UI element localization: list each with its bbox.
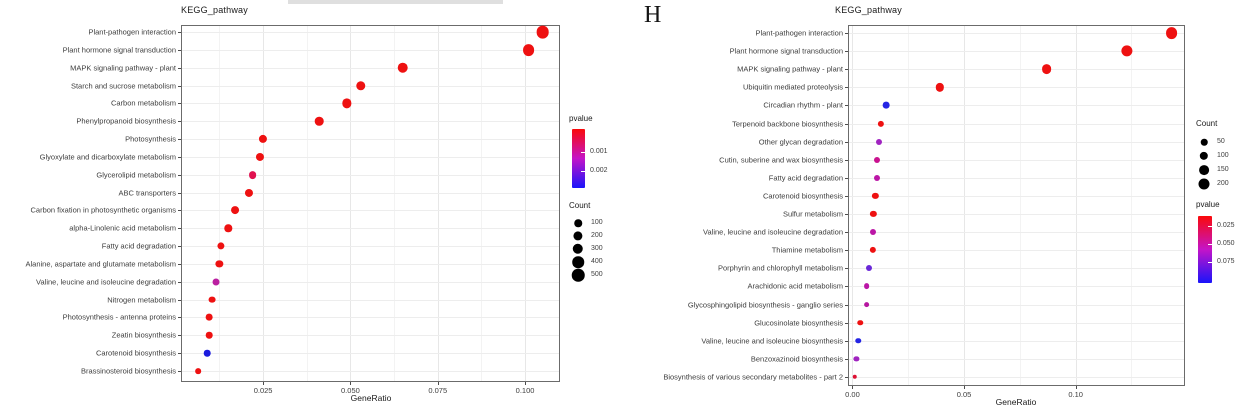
y-axis-label: Fatty acid degradation xyxy=(768,173,843,183)
row-gridline xyxy=(849,124,1184,125)
row-gridline xyxy=(182,335,559,336)
y-axis-tick xyxy=(178,139,181,140)
y-axis-tick xyxy=(845,33,848,34)
major-gridline xyxy=(263,26,264,381)
data-point xyxy=(398,62,409,73)
count-legend-label: 100 xyxy=(591,219,603,226)
plot-panel xyxy=(848,25,1185,386)
y-axis-label: Glycerolipid metabolism xyxy=(96,170,176,180)
minor-gridline xyxy=(219,26,220,381)
y-axis-label: Glucosinolate biosynthesis xyxy=(754,318,843,328)
minor-gridline xyxy=(1020,26,1021,385)
y-axis-tick xyxy=(178,157,181,158)
y-axis-tick xyxy=(845,286,848,287)
legend-title-count: Count xyxy=(569,201,591,210)
y-axis-tick xyxy=(845,214,848,215)
major-gridline xyxy=(964,26,965,385)
x-tick-label: 0.025 xyxy=(253,386,273,395)
pvalue-tick-label: 0.025 xyxy=(1217,222,1235,230)
row-gridline xyxy=(849,214,1184,215)
y-axis-tick xyxy=(845,69,848,70)
y-axis-label: Circadian rhythm - plant xyxy=(763,100,843,110)
row-gridline xyxy=(182,139,559,140)
y-axis-label: Alanine, aspartate and glutamate metabolism xyxy=(25,259,176,269)
x-axis-tick xyxy=(263,382,264,385)
y-axis-tick xyxy=(845,142,848,143)
pvalue-tick-label: 0.001 xyxy=(590,148,608,155)
count-legend-circle xyxy=(574,219,582,227)
row-gridline xyxy=(182,282,559,283)
row-gridline xyxy=(182,246,559,247)
row-gridline xyxy=(849,232,1184,233)
row-gridline xyxy=(849,250,1184,251)
row-gridline xyxy=(849,51,1184,52)
data-point xyxy=(852,375,857,380)
data-point xyxy=(874,175,880,181)
data-point xyxy=(315,117,324,126)
pvalue-tick-label: 0.075 xyxy=(1217,258,1235,266)
plot-panel xyxy=(181,25,560,382)
row-gridline xyxy=(849,286,1184,287)
row-gridline xyxy=(182,353,559,354)
panel-label-h: H xyxy=(644,2,662,28)
y-axis-tick xyxy=(845,105,848,106)
row-gridline xyxy=(182,193,559,194)
y-axis-tick xyxy=(178,68,181,69)
x-tick-label: 0.00 xyxy=(845,390,860,399)
row-gridline xyxy=(182,103,559,104)
row-gridline xyxy=(849,377,1184,378)
y-axis-tick xyxy=(178,300,181,301)
y-axis-tick xyxy=(178,282,181,283)
y-axis-label: Terpenoid backbone biosynthesis xyxy=(732,119,843,128)
row-gridline xyxy=(182,371,559,372)
data-point xyxy=(249,171,257,179)
y-axis-label: Thiamine metabolism xyxy=(771,245,843,255)
y-axis-label: Glyoxylate and dicarboxylate metabolism xyxy=(39,152,176,162)
y-axis-label: Benzoxazinoid biosynthesis xyxy=(750,354,843,364)
row-gridline xyxy=(182,32,559,33)
row-gridline xyxy=(849,105,1184,106)
x-axis-tick xyxy=(1076,386,1077,389)
count-legend-label: 300 xyxy=(591,245,603,252)
x-axis-label-right: GeneRatio xyxy=(995,397,1037,407)
x-axis-tick xyxy=(852,386,853,389)
y-axis-tick xyxy=(845,341,848,342)
data-point xyxy=(870,229,876,235)
pvalue-colorbar-tick xyxy=(1208,262,1212,263)
y-axis-label: Valine, leucine and isoleucine degradation xyxy=(703,227,843,237)
y-axis-label: Glycosphingolipid biosynthesis - ganglio series xyxy=(687,300,843,309)
y-axis-tick xyxy=(845,51,848,52)
legend-title-pvalue: pvalue xyxy=(569,114,593,123)
y-axis-tick xyxy=(178,228,181,229)
row-gridline xyxy=(182,121,559,122)
row-gridline xyxy=(849,196,1184,197)
count-legend-label: 50 xyxy=(1217,138,1225,145)
y-axis-tick xyxy=(178,371,181,372)
y-axis-tick xyxy=(845,160,848,161)
row-gridline xyxy=(849,323,1184,324)
data-point xyxy=(1166,27,1178,39)
y-axis-label: Plant hormone signal transduction xyxy=(62,45,176,55)
y-axis-tick xyxy=(178,86,181,87)
y-axis-tick xyxy=(178,103,181,104)
x-axis-tick xyxy=(350,382,351,385)
y-axis-tick xyxy=(178,353,181,354)
y-axis-tick xyxy=(845,250,848,251)
row-gridline xyxy=(182,86,559,87)
y-axis-label: Other glycan degradation xyxy=(758,137,843,147)
count-legend-label: 200 xyxy=(591,232,603,239)
count-legend-label: 500 xyxy=(591,271,603,278)
y-axis-label: alpha-Linolenic acid metabolism xyxy=(69,223,176,233)
pvalue-colorbar-tick xyxy=(1208,244,1212,245)
y-axis-label: Carbon metabolism xyxy=(110,98,176,108)
y-axis-tick xyxy=(845,196,848,197)
x-axis-tick xyxy=(525,382,526,385)
x-axis-tick xyxy=(438,382,439,385)
y-axis-label: ABC transporters xyxy=(118,188,176,198)
y-axis-tick xyxy=(178,335,181,336)
row-gridline xyxy=(182,300,559,301)
pvalue-tick-label: 0.002 xyxy=(590,167,608,175)
y-axis-tick xyxy=(845,87,848,88)
row-gridline xyxy=(182,264,559,265)
y-axis-label: MAPK signaling pathway - plant xyxy=(70,63,176,73)
major-gridline xyxy=(438,26,439,381)
minor-gridline xyxy=(481,26,482,381)
chart-title-right: KEGG_pathway xyxy=(835,5,902,15)
row-gridline xyxy=(849,69,1184,70)
count-legend-circle xyxy=(1200,152,1208,160)
data-point xyxy=(864,302,870,308)
row-gridline xyxy=(849,341,1184,342)
y-axis-tick xyxy=(845,305,848,306)
row-gridline xyxy=(849,33,1184,34)
pvalue-colorbar-tick xyxy=(1208,226,1212,227)
count-legend-label: 400 xyxy=(591,258,603,265)
data-point xyxy=(206,314,213,321)
y-axis-label: Plant hormone signal transduction xyxy=(729,46,843,56)
y-axis-label: MAPK signaling pathway - plant xyxy=(737,64,843,74)
y-axis-label: Photosynthesis xyxy=(125,134,176,144)
cropped-text-remnant xyxy=(288,0,503,4)
x-tick-label: 0.10 xyxy=(1068,390,1083,399)
y-axis-tick xyxy=(178,175,181,176)
data-point xyxy=(196,368,202,374)
minor-gridline xyxy=(1131,26,1132,385)
y-axis-label: Porphyrin and chlorophyll metabolism xyxy=(717,263,843,273)
y-axis-label: Carotenoid biosynthesis xyxy=(95,348,176,358)
row-gridline xyxy=(849,178,1184,179)
y-axis-label: Nitrogen metabolism xyxy=(107,295,176,305)
y-axis-tick xyxy=(845,359,848,360)
data-point xyxy=(864,284,870,290)
data-point xyxy=(206,332,213,339)
data-point xyxy=(523,44,535,56)
row-gridline xyxy=(182,317,559,318)
x-tick-label: 0.05 xyxy=(956,390,972,399)
y-axis-label: Biosynthesis of various secondary metabolites - part 2 xyxy=(663,372,843,382)
row-gridline xyxy=(849,160,1184,161)
data-point xyxy=(874,157,880,163)
y-axis-tick xyxy=(178,50,181,51)
row-gridline xyxy=(182,228,559,229)
count-legend-circle xyxy=(1199,165,1209,175)
y-axis-tick xyxy=(178,32,181,33)
x-tick-label: 0.075 xyxy=(428,386,448,395)
minor-gridline xyxy=(307,26,308,381)
count-legend-circle xyxy=(1201,139,1208,146)
minor-gridline xyxy=(394,26,395,381)
legend-title-count: Count xyxy=(1196,119,1218,128)
row-gridline xyxy=(182,50,559,51)
data-point xyxy=(1042,64,1052,74)
count-legend-label: 100 xyxy=(1217,152,1229,159)
data-point xyxy=(212,278,219,285)
y-axis-label: Fatty acid degradation xyxy=(101,241,176,251)
y-axis-tick xyxy=(845,232,848,233)
row-gridline xyxy=(182,68,559,69)
y-axis-tick xyxy=(178,121,181,122)
x-tick-label: 0.050 xyxy=(341,386,360,395)
y-axis-tick xyxy=(178,264,181,265)
y-axis-tick xyxy=(178,246,181,247)
data-point xyxy=(231,206,239,214)
x-axis-label-left: GeneRatio xyxy=(350,393,392,403)
x-axis-tick xyxy=(964,386,965,389)
y-axis-label: Photosynthesis - antenna proteins xyxy=(62,312,176,322)
y-axis-label: Plant-pathogen interaction xyxy=(755,28,843,38)
y-axis-label: Valine, leucine and isoleucine degradation xyxy=(36,277,176,287)
y-axis-label: Zeatin biosynthesis xyxy=(111,330,176,340)
y-axis-label: Sulfur metabolism xyxy=(782,209,843,219)
y-axis-label: Starch and sucrose metabolism xyxy=(70,81,176,91)
y-axis-tick xyxy=(845,124,848,125)
y-axis-tick xyxy=(845,377,848,378)
y-axis-label: Plant-pathogen interaction xyxy=(88,27,176,37)
y-axis-label: Carotenoid biosynthesis xyxy=(762,191,843,201)
y-axis-label: Phenylpropanoid biosynthesis xyxy=(76,116,176,126)
data-point xyxy=(209,296,216,303)
major-gridline xyxy=(525,26,526,381)
y-axis-tick xyxy=(178,210,181,211)
y-axis-tick xyxy=(178,317,181,318)
row-gridline xyxy=(182,175,559,176)
legend-title-pvalue: pvalue xyxy=(1196,200,1220,209)
y-axis-label: Cutin, suberine and wax biosynthesis xyxy=(719,155,843,165)
major-gridline xyxy=(350,26,351,381)
data-point xyxy=(204,350,211,357)
y-axis-label: Arachidonic acid metabolism xyxy=(747,281,843,291)
count-legend-circle xyxy=(1199,179,1210,190)
y-axis-label: Carbon fixation in photosynthetic organisms xyxy=(30,205,176,215)
y-axis-label: Ubiquitin mediated proteolysis xyxy=(742,82,843,92)
y-axis-label: Brassinosteroid biosynthesis xyxy=(80,366,176,376)
chart-title-left: KEGG_pathway xyxy=(181,5,248,15)
row-gridline xyxy=(849,268,1184,269)
major-gridline xyxy=(1076,26,1077,385)
x-tick-label: 0.100 xyxy=(515,386,535,395)
row-gridline xyxy=(849,87,1184,88)
y-axis-label: Valine, leucine and isoleucine biosynthesis xyxy=(701,336,843,346)
pvalue-tick-label: 0.050 xyxy=(1217,240,1235,248)
y-axis-tick xyxy=(845,268,848,269)
y-axis-tick xyxy=(845,323,848,324)
data-point xyxy=(876,139,882,145)
major-gridline xyxy=(852,26,853,385)
row-gridline xyxy=(849,359,1184,360)
pvalue-colorbar-tick xyxy=(581,152,585,153)
data-point xyxy=(866,265,872,271)
count-legend-label: 150 xyxy=(1217,166,1229,173)
row-gridline xyxy=(849,305,1184,306)
y-axis-tick xyxy=(178,193,181,194)
minor-gridline xyxy=(908,26,909,385)
row-gridline xyxy=(182,157,559,158)
row-gridline xyxy=(849,142,1184,143)
count-legend-label: 200 xyxy=(1217,180,1229,187)
y-axis-tick xyxy=(845,178,848,179)
data-point xyxy=(883,102,890,109)
